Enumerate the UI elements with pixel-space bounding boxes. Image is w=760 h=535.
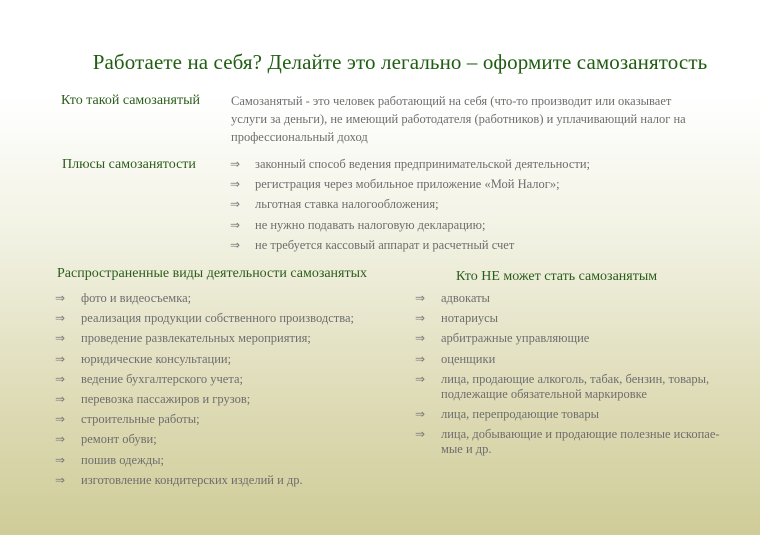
not-allowed-item-text: лица, продающие алкоголь, табак, бензин, товары, подлежащие обязательной маркировке	[441, 371, 710, 401]
kind-item-text: пошив одежды;	[81, 452, 164, 467]
double-arrow-right-icon: ⇒	[230, 157, 241, 171]
double-arrow-right-icon: ⇒	[55, 391, 66, 406]
double-arrow-right-icon: ⇒	[55, 432, 66, 447]
kind-item-text: юридические консультации;	[81, 351, 232, 366]
double-arrow-right-icon: ⇒	[55, 351, 66, 366]
kind-item	[55, 432, 405, 452]
plus-item	[230, 218, 700, 238]
kind-item	[55, 473, 405, 493]
plus-item-text: законный способ ведения предпринимательской деятельности;	[255, 157, 590, 171]
plus-item-text: не требуется кассовый аппарат и расчетный счет	[255, 237, 515, 252]
not-allowed-item-text: арбитражные управляющие	[441, 331, 590, 346]
double-arrow-right-icon: ⇒	[55, 412, 66, 427]
kind-item-text: изготовление кондитерских изделий и др.	[81, 472, 303, 487]
kind-item-text: ремонт обуви;	[81, 432, 157, 447]
not-allowed-item-text: лица, добывающие и продающие полезные ископае-мые и др.	[441, 427, 720, 457]
double-arrow-right-icon: ⇒	[230, 217, 241, 232]
double-arrow-right-icon: ⇒	[415, 371, 426, 386]
kind-item-text: фото и видеосъемка;	[81, 291, 192, 305]
plus-item	[230, 157, 700, 177]
kinds-label: Распространенные виды деятельности самозанятых	[57, 266, 368, 281]
kind-item	[55, 311, 405, 331]
kind-item-text: реализация продукции собственного производства;	[81, 311, 354, 326]
not-allowed-item-text: лица, перепродающие товары	[441, 406, 599, 421]
double-arrow-right-icon: ⇒	[415, 311, 426, 326]
not-allowed-item	[415, 407, 735, 422]
not-allowed-item	[415, 427, 735, 457]
not-allowed-item-text: адвокаты	[441, 291, 490, 305]
kind-item	[55, 412, 405, 432]
kind-item-text: строительные работы;	[81, 412, 200, 427]
not-allowed-label: Кто НЕ может стать самозанятым	[456, 269, 658, 284]
kind-item-text: ведение бухгалтерского учета;	[81, 371, 243, 386]
kind-item	[55, 352, 405, 372]
plus-item	[230, 197, 700, 217]
plus-item-text: льготная ставка налогообложения;	[255, 197, 439, 212]
kind-item	[55, 372, 405, 392]
pluses-list	[230, 157, 700, 258]
double-arrow-right-icon: ⇒	[230, 197, 241, 212]
plus-item-text: регистрация через мобильное приложение «Мой Налог»;	[255, 177, 560, 192]
kind-item	[55, 453, 405, 473]
not-allowed-item	[415, 311, 735, 326]
not-allowed-item-text: нотариусы	[441, 311, 499, 326]
double-arrow-right-icon: ⇒	[55, 331, 66, 346]
page-title: Работаете на себя? Делайте это легально – оформите самозанятость	[92, 50, 708, 74]
double-arrow-right-icon: ⇒	[55, 291, 66, 305]
not-allowed-item	[415, 291, 735, 306]
double-arrow-right-icon: ⇒	[55, 311, 66, 326]
kind-item	[55, 291, 405, 311]
double-arrow-right-icon: ⇒	[415, 291, 426, 305]
double-arrow-right-icon: ⇒	[415, 406, 426, 421]
who-label: Кто такой самозанятый	[61, 93, 200, 108]
kinds-list	[55, 291, 405, 493]
double-arrow-right-icon: ⇒	[415, 331, 426, 346]
not-allowed-list	[415, 291, 735, 462]
double-arrow-right-icon: ⇒	[55, 452, 66, 467]
not-allowed-item	[415, 352, 735, 367]
plus-item	[230, 238, 700, 258]
double-arrow-right-icon: ⇒	[415, 351, 426, 366]
double-arrow-right-icon: ⇒	[55, 472, 66, 487]
who-description: Самозанятый - это человек работающий на себя (что-то производит или оказывает услуги за деньги), не имеющий работодателя (работников) и уплачивающий налог на профессиональный доход	[231, 94, 686, 144]
kind-item	[55, 331, 405, 351]
double-arrow-right-icon: ⇒	[230, 177, 241, 192]
kind-item	[55, 392, 405, 412]
not-allowed-item	[415, 372, 735, 402]
not-allowed-item	[415, 331, 735, 346]
plus-item-text: не нужно подавать налоговую декларацию;	[255, 217, 486, 232]
double-arrow-right-icon: ⇒	[230, 237, 241, 252]
plus-item	[230, 177, 700, 197]
kind-item-text: перевозка пассажиров и грузов;	[81, 391, 251, 406]
kind-item-text: проведение развлекательных мероприятия;	[81, 331, 311, 346]
double-arrow-right-icon: ⇒	[55, 371, 66, 386]
not-allowed-item-text: оценщики	[441, 351, 496, 366]
pluses-label: Плюсы самозанятости	[62, 157, 196, 172]
double-arrow-right-icon: ⇒	[415, 427, 426, 442]
